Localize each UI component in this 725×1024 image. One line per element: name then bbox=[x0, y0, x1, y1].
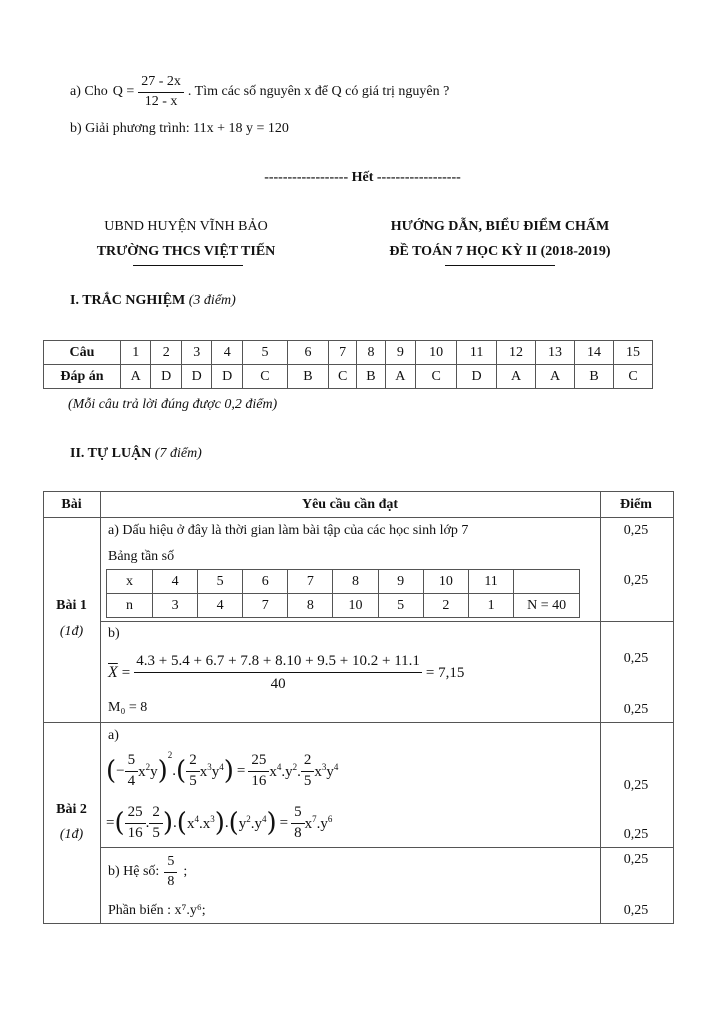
answer-cell: A bbox=[385, 365, 415, 389]
header-left-line2: TRƯỜNG THCS VIỆT TIẾN bbox=[96, 244, 276, 259]
answer-cell: C bbox=[416, 365, 457, 389]
section2-heading bbox=[70, 446, 202, 462]
mode-value: M₀ = 8 bbox=[108, 700, 148, 715]
answer-cell: C bbox=[614, 365, 653, 389]
bai2-points: (1đ) bbox=[59, 827, 84, 842]
bai1-score: 0,25 bbox=[623, 702, 649, 717]
bai2-equation-line1: ( − $\frac{5}{4}$ $x^2y$ ) $^2$ . ( $\frac{2}{5}$ $x^3y^4$ ) = $\frac{25}{16}$ $x^4.y^2$. $\frac{2}{5}$ $x^3y^4$ bbox=[106, 750, 339, 789]
question-cell: 7 bbox=[328, 341, 356, 365]
question-cell: 6 bbox=[287, 341, 328, 365]
freq-cell: 7 bbox=[243, 594, 288, 618]
answer-table bbox=[43, 340, 653, 389]
answer-cell: B bbox=[357, 365, 385, 389]
question-cell: 4 bbox=[212, 341, 242, 365]
mean-denominator: 40 bbox=[270, 676, 286, 692]
freq-cell: n bbox=[107, 594, 153, 618]
bai2-b-label: b) Hệ số: bbox=[108, 864, 160, 879]
bai2-score: 0,25 bbox=[623, 852, 649, 867]
answer-table-question-row bbox=[44, 341, 653, 365]
answer-cell: D bbox=[457, 365, 497, 389]
row-divider-bai1-a bbox=[100, 621, 673, 622]
mean-numerator: 4.3 + 5.4 + 6.7 + 7.8 + 8.10 + 9.5 + 10.2 + 11.1 bbox=[134, 653, 422, 673]
header-right-underline bbox=[445, 265, 555, 266]
bai2-score: 0,25 bbox=[623, 903, 649, 918]
answer-cell: D bbox=[151, 365, 181, 389]
bai1-score: 0,25 bbox=[623, 651, 649, 666]
header-diem: Điểm bbox=[620, 497, 652, 512]
freq-cell: 5 bbox=[378, 594, 423, 618]
freq-cell: 3 bbox=[153, 594, 198, 618]
bai1-b-label: b) bbox=[108, 626, 120, 641]
q-denominator: 12 - x bbox=[144, 93, 178, 109]
answer-label-cau: Câu bbox=[44, 341, 121, 365]
xbar-symbol: $\overline{X}$ bbox=[108, 664, 118, 681]
header-right-line2: ĐỀ TOÁN 7 HỌC KỲ II (2018-2019) bbox=[389, 244, 611, 259]
section1-heading bbox=[70, 293, 236, 309]
question-cell: 5 bbox=[242, 341, 287, 365]
freq-cell: 8 bbox=[288, 594, 333, 618]
problem-a bbox=[70, 72, 449, 112]
answer-cell: B bbox=[575, 365, 614, 389]
bai2-a-label: a) bbox=[108, 728, 119, 743]
answer-cell: C bbox=[242, 365, 287, 389]
frequency-row-x bbox=[107, 570, 580, 594]
question-cell: 11 bbox=[457, 341, 497, 365]
bai2-phan-bien: Phần biến : x⁷.y⁶; bbox=[108, 903, 206, 918]
problem-b: b) Giải phương trình: 11x + 18 y = 120 bbox=[70, 121, 289, 136]
bai1-label: Bài 1 bbox=[56, 598, 87, 613]
row-divider-bai1 bbox=[43, 722, 673, 723]
freq-cell: N = 40 bbox=[514, 594, 580, 618]
question-cell: 12 bbox=[497, 341, 536, 365]
answer-table-answer-row bbox=[44, 365, 653, 389]
question-cell: 8 bbox=[357, 341, 385, 365]
freq-cell: 6 bbox=[243, 570, 288, 594]
q-numerator: 27 - 2x bbox=[138, 74, 184, 92]
col-divider-bai bbox=[100, 491, 101, 923]
bai2-equation-line2: = ( $\frac{25}{16}$ . $\frac{2}{5}$ ) . ( $x^4.x^3$ ) . ( $y^2.y^4$ ) = $\frac{5}{8}$ $x^7.y^6$ bbox=[106, 804, 333, 841]
section1-note: (Mỗi câu trả lời đúng được 0,2 điểm) bbox=[68, 397, 278, 412]
bai2-label: Bài 2 bbox=[56, 802, 87, 817]
bai1-a-text: a) Dấu hiệu ở đây là thời gian làm bài tập của các học sinh lớp 7 bbox=[108, 523, 469, 538]
question-cell: 10 bbox=[416, 341, 457, 365]
problem-a-prefix: a) Cho bbox=[70, 84, 108, 99]
answer-cell: B bbox=[287, 365, 328, 389]
section2-title: II. TỰ LUẬN bbox=[70, 446, 152, 461]
end-marker: ------------------ Hết ------------------ bbox=[264, 170, 461, 185]
header-right-line1: HƯỚNG DẪN, BIỂU ĐIỂM CHẤM bbox=[390, 219, 610, 234]
freq-cell: 1 bbox=[468, 594, 513, 618]
freq-cell: 9 bbox=[378, 570, 423, 594]
question-cell: 15 bbox=[614, 341, 653, 365]
header-left-underline bbox=[133, 265, 243, 266]
answer-cell: D bbox=[181, 365, 211, 389]
frequency-row-n bbox=[107, 594, 580, 618]
bai2-score: 0,25 bbox=[623, 778, 649, 793]
question-cell: 3 bbox=[181, 341, 211, 365]
row-divider-bai2-a bbox=[100, 847, 673, 848]
bai2-b-coefficient bbox=[108, 850, 187, 894]
q-fraction bbox=[138, 74, 184, 109]
freq-cell: 10 bbox=[333, 594, 378, 618]
mean-fraction bbox=[134, 653, 422, 694]
bai2-score: 0,25 bbox=[623, 827, 649, 842]
freq-cell: 10 bbox=[423, 570, 468, 594]
problem-a-suffix: . Tìm các số nguyên x để Q có giá trị nguyên ? bbox=[187, 84, 450, 99]
freq-cell: 4 bbox=[198, 594, 243, 618]
mean-formula: $\overline{X}$ = $\frac{4.3 + 5.4 + 6.7 + 7.8 + 8.10 + 9.5 + 10.2 + 11.1}{40}$ = 7,15 bbox=[108, 652, 465, 692]
answer-cell: D bbox=[212, 365, 242, 389]
question-cell: 14 bbox=[575, 341, 614, 365]
question-cell: 2 bbox=[151, 341, 181, 365]
freq-cell: x bbox=[107, 570, 153, 594]
answer-cell: A bbox=[536, 365, 575, 389]
mean-result: = 7,15 bbox=[425, 664, 465, 681]
coefficient-fraction bbox=[164, 854, 177, 889]
freq-cell: 4 bbox=[153, 570, 198, 594]
bai1-score: 0,25 bbox=[623, 573, 649, 588]
answer-cell: A bbox=[121, 365, 151, 389]
freq-cell: 7 bbox=[288, 570, 333, 594]
section1-title: I. TRẮC NGHIỆM bbox=[70, 293, 186, 308]
bai1-score: 0,25 bbox=[623, 523, 649, 538]
bai1-bang-label: Bảng tần số bbox=[108, 549, 175, 564]
coefficient-numerator: 5 bbox=[164, 854, 177, 872]
section1-points: (3 điểm) bbox=[188, 293, 236, 308]
section2-points: (7 điểm) bbox=[154, 446, 202, 461]
question-cell: 1 bbox=[121, 341, 151, 365]
freq-cell: 8 bbox=[333, 570, 378, 594]
freq-cell: 11 bbox=[468, 570, 513, 594]
row-divider-header bbox=[43, 517, 673, 518]
bai1-points: (1đ) bbox=[59, 624, 84, 639]
header-bai: Bài bbox=[61, 497, 82, 512]
question-cell: 13 bbox=[536, 341, 575, 365]
answer-cell: A bbox=[497, 365, 536, 389]
freq-cell: 2 bbox=[423, 594, 468, 618]
answer-cell: C bbox=[328, 365, 356, 389]
coefficient-denominator: 8 bbox=[167, 873, 175, 889]
coefficient-semicolon: ; bbox=[183, 864, 188, 879]
frequency-table bbox=[106, 569, 580, 618]
header-left-line1: UBND HUYỆN VĨNH BẢO bbox=[104, 219, 268, 234]
q-label: Q = bbox=[112, 84, 135, 99]
freq-cell: 5 bbox=[198, 570, 243, 594]
question-cell: 9 bbox=[385, 341, 415, 365]
answer-label-dapan: Đáp án bbox=[44, 365, 121, 389]
header-yeucau: Yêu cầu cần đạt bbox=[301, 497, 399, 512]
freq-cell bbox=[514, 570, 580, 594]
